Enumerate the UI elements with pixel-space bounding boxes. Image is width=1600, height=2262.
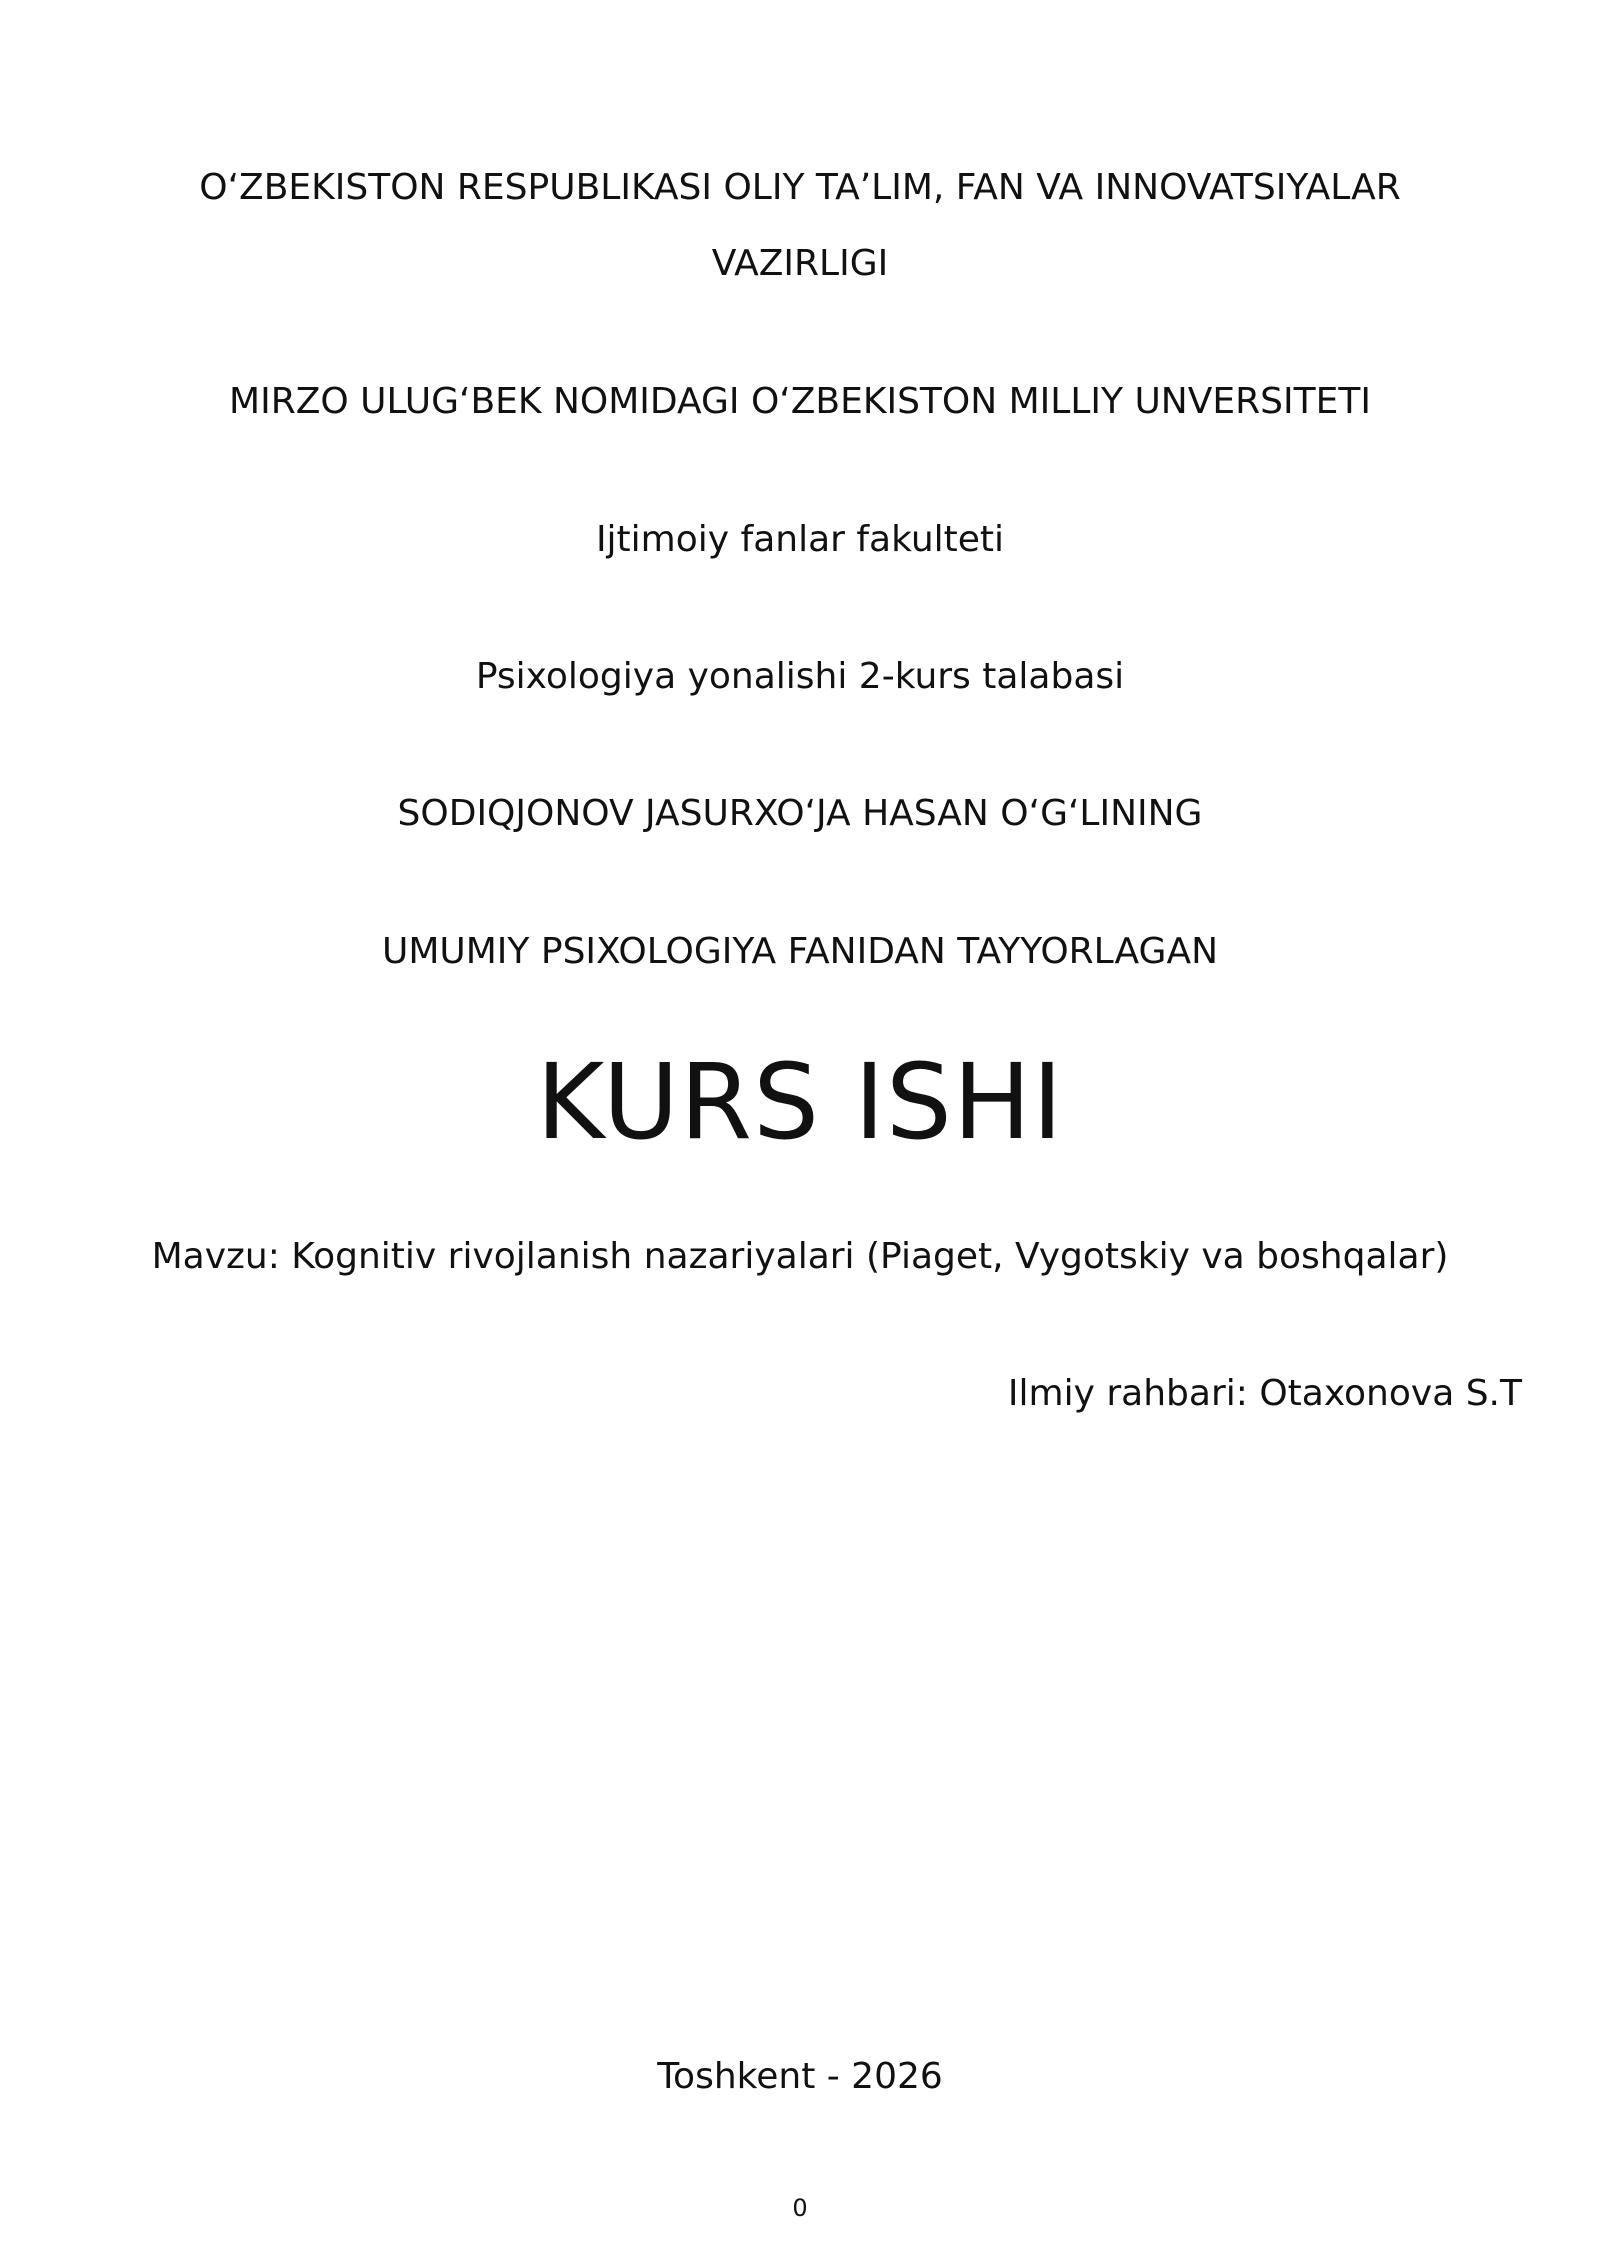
university-name: MIRZO ULUG‘BEK NOMIDAGI O‘ZBEKISTON MILLIY UNVERSITETI xyxy=(229,381,1371,422)
subject-line: UMUMIY PSIXOLOGIYA FANIDAN TAYYORLAGAN xyxy=(381,931,1218,972)
faculty-name: Ijtimoiy fanlar fakulteti xyxy=(595,519,1005,560)
city-year: Toshkent - 2026 xyxy=(657,2056,943,2097)
ministry-line-1: O‘ZBEKISTON RESPUBLIKASI OLIY TA’LIM, FAN VA INNOVATSIYALAR xyxy=(199,167,1401,208)
supervisor-line: Ilmiy rahbari: Otaxonova S.T xyxy=(1007,1373,1522,1414)
topic-line: Mavzu: Kognitiv rivojlanish nazariyalari (Piaget, Vygotskiy va boshqalar) xyxy=(151,1236,1449,1277)
document-type-title: KURS ISHI xyxy=(536,1041,1064,1163)
student-info: Psixologiya yonalishi 2-kurs talabasi xyxy=(475,656,1125,697)
ministry-line-2: VAZIRLIGI xyxy=(711,243,889,284)
student-name: SODIQJONOV JASURXO‘JA HASAN O‘G‘LINING xyxy=(397,793,1203,834)
page-number: 0 xyxy=(792,2194,808,2222)
